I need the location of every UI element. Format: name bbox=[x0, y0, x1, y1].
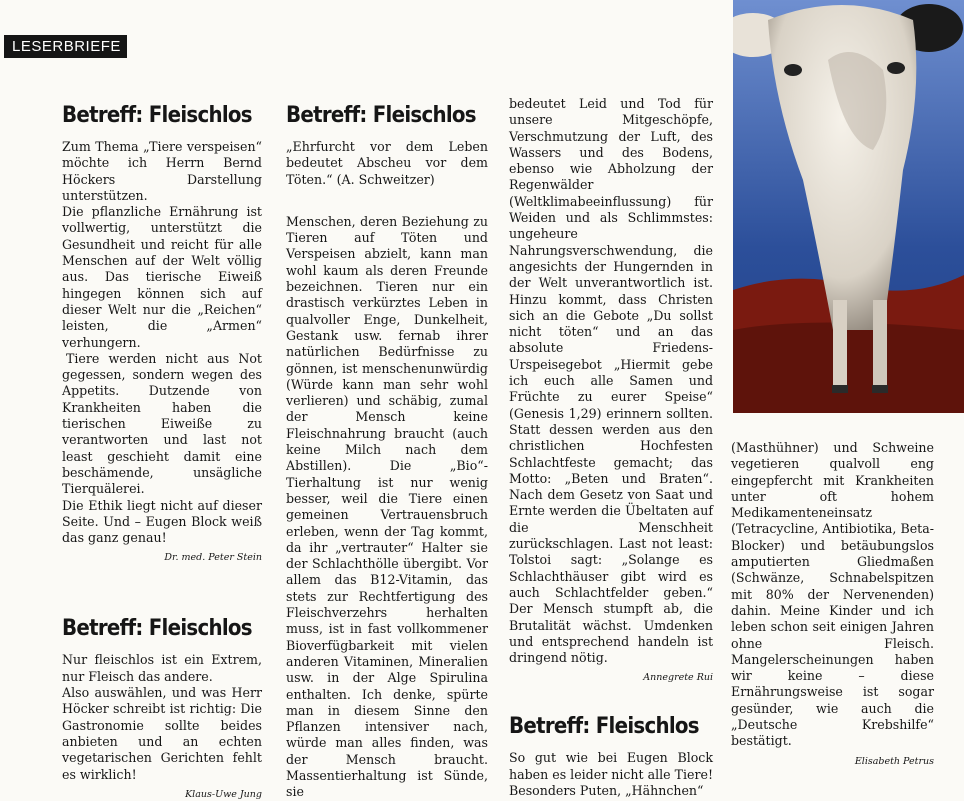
letter-headline: Betreff: Fleischlos bbox=[62, 616, 252, 642]
letter-paragraph: Zum Thema „Tiere verspeisen“ möchte ich Herrn Bernd Höckers Darstellung unterstützen. bbox=[62, 139, 262, 203]
cow-photo bbox=[733, 0, 964, 413]
letter-paragraph: Die Ethik liegt nicht auf dieser Seite. Und – Eugen Block weiß das ganz genau! bbox=[62, 497, 262, 546]
letter-paragraph: „Ehrfurcht vor dem Leben bedeutet Abscheu vor dem Töten.“ (A. Schweitzer) bbox=[286, 139, 488, 187]
column-4 bbox=[731, 440, 934, 768]
letter-paragraph: Also auswählen, und was Herr Höcker schreibt ist richtig: Die Gastronomie sollte beides anbieten und an echten vegetarischen Gerichten fehlt es wirklich! bbox=[62, 685, 262, 782]
letter-paragraph: So gut wie bei Eugen Block haben es leider nicht alle Tiere! Besonders Puten, „Hähnchen“ bbox=[509, 750, 714, 798]
letter-signature: Dr. med. Peter Stein bbox=[164, 552, 262, 564]
letter-headline: Betreff: Fleischlos bbox=[286, 103, 476, 128]
letter-paragraph: Nur fleischlos ist ein Extrem, nur Fleisch das andere. bbox=[62, 652, 262, 684]
letter-paragraph-continued: bedeutet Leid und Tod für unsere Mitgeschöpfe, Verschmutzung der Luft, des Wassers und des Bodens, ebenso wie Abholzung der Regenwälder (Weltklimabeeinflussung) für Weiden und als Schlimmstes: ungeheure Nahrungsverschwendung, die angesichts der Hungernden in der Welt unverantwortlich ist. Hinzu kommt, dass Christen sich an die Gebote „Du sollst nicht töten“ und an das absolute Friedens-Urspeisegebot „Hiermit gebe ich euch alle Samen und Früchte zu eurer Speise“ (Genesis 1,29) erinnern sollten. Statt dessen werden aus den christlichen Hochfesten Schlachtfeste gemacht; das Motto: „Beten und Braten“. Nach dem Gesetz von Saat und Ernte werden die Übeltaten auf die Menschheit zurückschlagen. Last not least: Tolstoi sagt: „Solange es Schlachthäuser gibt wird es auch Schlachtfelder geben.“ Der Mensch stumpft ab, die Brutalität wächst. Umdenken und entsprechend handeln ist dringend nötig. bbox=[509, 96, 713, 666]
letter-paragraph: Tiere werden nicht aus Not gegessen, sondern wegen des Appetits. Dutzende von Krankheiten haben die tierischen Eiweiße zu verantworten und last not least geschieht damit eine beschämende, unsägliche Tierquälerei. bbox=[62, 350, 262, 497]
letter-paragraph: Die pflanzliche Ernährung ist vollwertig, unterstützt die Gesundheit und reicht für alle Menschen auf der Welt völlig aus. Das tierische Eiweiß hingegen können sich auf dieser Welt nur die „Reichen“ leisten, die „Armen“ verhungern. bbox=[62, 204, 262, 350]
column-3 bbox=[509, 96, 713, 799]
letter-headline: Betreff: Fleischlos bbox=[62, 103, 252, 128]
letter-paragraph-continued: Menschen, deren Beziehung zu Tieren auf Töten und Verspeisen abzielt, kann man wohl kaum als deren Freunde bezeichnen. Tieren nur ein drastisch verkürztes Leben in qualvoller Enge, Dunkelheit, Gestank usw. fernab ihrer natürlichen Bedürfnisse zu gönnen, ist menschenunwürdig (Würde kann man sehr wohl verlieren) und schäbig, zumal der Mensch keine Fleischnahrung braucht (auch keine Milch nach dem Abstillen). Die „Bio“-Tierhaltung ist nur wenig besser, weil die Tiere einen gemeinen Vertrauensbruch erleben, wenn der Tag kommt, da ihr „vertrauter“ Halter sie der Schlachthölle übergibt. Vor allem das B12-Vitamin, das stets zur Rechtfertigung des Fleischverzehrs herhalten muss, ist in fast vollkommener Bioverfügbarkeit mit vielen anderen Vitaminen, Mineralien usw. in der Alge Spirulina enthalten. Ich denke, spürte man in diesem Sinne den Pflanzen intensiver nach, würde man alles finden, was der Mensch braucht. Massentierhaltung ist Sünde, sie bbox=[286, 213, 488, 800]
column-2 bbox=[286, 103, 488, 801]
section-label: LESERBRIEFE bbox=[4, 35, 127, 58]
column-1 bbox=[62, 103, 262, 801]
letter-signature: Elisabeth Petrus bbox=[854, 755, 934, 767]
letter-headline: Betreff: Fleischlos bbox=[509, 714, 699, 740]
letter-paragraph-continued: (Masthühner) und Schweine vegetieren qualvoll eng eingepfercht mit Krankheiten unter oft hohem Medikamenteneinsatz (Tetracycline, Antibiotika, Beta-Blocker) und betäubungslos amputierten Gliedmaßen (Schwänze, Schnabelspitzen mit 80% der Nervenenden) dahin. Meine Kinder und ich leben schon seit einigen Jahren ohne Fleisch. Mangelerscheinungen haben wir keine – diese Ernährungsweise ist sogar gesünder, wie auch die „Deutsche Krebshilfe“ bestätigt. bbox=[731, 440, 934, 749]
cow-photo-image bbox=[733, 0, 964, 413]
letter-signature: Annegrete Rui bbox=[643, 672, 713, 684]
letter-signature: Klaus-Uwe Jung bbox=[185, 788, 262, 800]
